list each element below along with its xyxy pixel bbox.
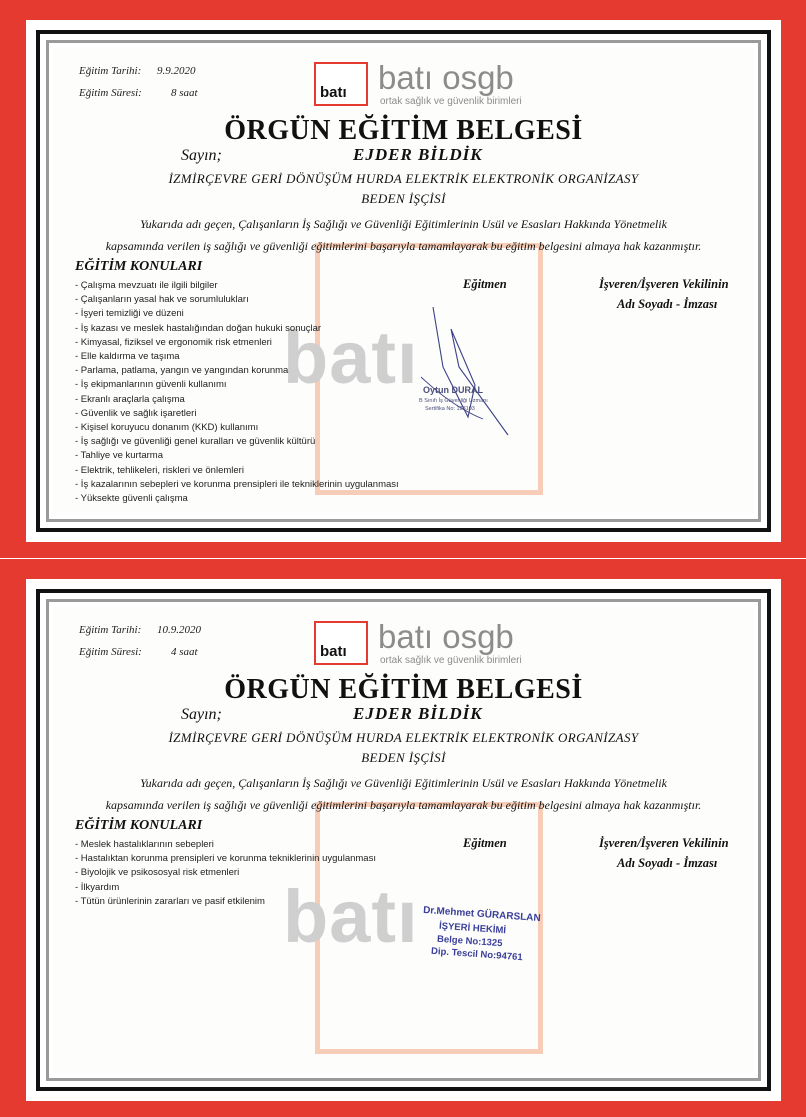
- signature-name: Oytun DURAL: [423, 385, 483, 395]
- training-date: Eğitim Tarihi: 9.9.2020: [79, 65, 196, 77]
- training-date: Eğitim Tarihi: 10.9.2020: [79, 624, 201, 636]
- topics-list: [75, 838, 376, 909]
- topic-item: - Güvenlik ve sağlık işaretleri: [75, 407, 197, 419]
- topic-item: - Tahliye ve kurtarma: [75, 450, 163, 462]
- topic-item: - Ekranlı araçlarla çalışma: [75, 393, 185, 405]
- stamp-title: İŞYERİ HEKİMİ: [438, 920, 507, 937]
- logo-mark: batı: [314, 621, 368, 665]
- logo-mark: batı: [314, 62, 368, 106]
- certificate-body: [53, 47, 754, 515]
- certificate-text-line-1: Yukarıda adı geçen, Çalışanların İş Sağlığı ve Güvenliği Eğitimlerinin Usül ve Esasları Hakkında Yönetmelik: [140, 776, 667, 790]
- topic-item: - Yüksekte güvenli çalışma: [75, 493, 188, 505]
- certificate-frame: [26, 579, 781, 1101]
- topic-item: - İşyeri temizliği ve düzeni: [75, 308, 184, 320]
- topic-item: - Elle kaldırma ve taşıma: [75, 351, 180, 363]
- topic-item: - Tütün ürünlerinin zararları ve pasif etkilenim: [75, 895, 265, 907]
- stamp-name: Dr.Mehmet GÜRARSLAN: [422, 904, 542, 925]
- certificate-1: [0, 0, 806, 558]
- topic-item: - Elektrik, tehlikeleri, riskleri ve önlemleri: [75, 464, 244, 476]
- logo-name: batı osgb: [378, 618, 514, 655]
- topic-item: - İş sağlığı ve güvenliği genel kuralları ve güvenlik kültürü: [75, 436, 316, 448]
- topic-item: - Meslek hastalıklarının sebepleri: [75, 839, 214, 850]
- stamp-document-no: Belge No:1325: [436, 933, 503, 950]
- topic-item: - Kişisel koruyucu donanım (KKD) kullanımı: [75, 422, 259, 434]
- certificate-frame: [26, 20, 781, 542]
- trainer-label: Eğitmen: [463, 836, 507, 850]
- certificate-title: ÖRGÜN EĞİTİM BELGESİ: [224, 674, 583, 705]
- certificate-text-line-2: kapsamında verilen iş sağlığı ve güvenliği eğitimlerini başarıyla tamamlayarak bu eğitim belgesini almaya hak kazanmıştır.: [105, 798, 702, 812]
- certificate-text-line-2: kapsamında verilen iş sağlığı ve güvenliği eğitimlerini başarıyla tamamlayarak bu eğitim belgesini almaya hak kazanmıştır.: [105, 239, 702, 253]
- watermark-logo: batı: [283, 316, 419, 399]
- recipient-name: EJDER BİLDİK: [353, 145, 483, 164]
- topic-item: - İş ekipmanlarının güvenli kullanımı: [75, 379, 227, 391]
- certificate-2: [0, 559, 806, 1117]
- topic-item: - İş kazalarının sebepleri ve korunma prensipleri ile tekniklerinin uygulanması: [75, 478, 399, 490]
- salutation: Sayın;: [181, 706, 222, 723]
- certificate-title: ÖRGÜN EĞİTİM BELGESİ: [224, 115, 583, 146]
- signature-certificate-no: Sertifika No: 128103: [425, 406, 475, 412]
- job-position: BEDEN İŞÇİSİ: [361, 750, 446, 765]
- employer-label: İşveren/İşveren Vekilinin: [599, 277, 729, 291]
- trainer-stamp: [415, 904, 550, 979]
- company-name: İZMİRÇEVRE GERİ DÖNÜŞÜM HURDA ELEKTRİK ELEKTRONİK ORGANİZASY: [168, 730, 639, 745]
- signature-title: B Sınıfı İş Güvenliği Uzmanı: [419, 398, 488, 404]
- topic-item: - Çalışanların yasal hak ve sorumlulukları: [75, 294, 249, 306]
- logo-tagline: ortak sağlık ve güvenlik birimleri: [380, 655, 522, 666]
- training-duration: Eğitim Süresi: 4 saat: [79, 646, 198, 658]
- topics-heading: EĞİTİM KONULARI: [75, 259, 203, 274]
- logo-name: batı osgb: [378, 59, 514, 96]
- topic-item: - Parlama, patlama, yangın ve yangından korunma: [75, 365, 289, 377]
- topics-heading: EĞİTİM KONULARI: [75, 818, 203, 833]
- job-position: BEDEN İŞÇİSİ: [361, 191, 446, 206]
- training-duration: Eğitim Süresi: 8 saat: [79, 87, 198, 99]
- topic-item: - Kimyasal, fiziksel ve ergonomik risk etmenleri: [75, 336, 272, 348]
- salutation: Sayın;: [181, 147, 222, 164]
- certificate-body: [53, 606, 754, 1074]
- employer-label: İşveren/İşveren Vekilinin: [599, 836, 729, 850]
- topic-item: - Biyolojik ve psikososyal risk etmenleri: [75, 867, 240, 879]
- watermark-logo: batı: [283, 875, 419, 958]
- topic-item: - İş kazası ve meslek hastalığından doğan hukuki sonuçlar: [75, 322, 322, 334]
- logo-tagline: ortak sağlık ve güvenlik birimleri: [380, 96, 522, 107]
- topics-list: [75, 279, 399, 506]
- company-name: İZMİRÇEVRE GERİ DÖNÜŞÜM HURDA ELEKTRİK ELEKTRONİK ORGANİZASY: [168, 171, 639, 186]
- stamp-diploma-no: Dip. Tescil No:94761: [430, 945, 523, 964]
- recipient-name: EJDER BİLDİK: [353, 704, 483, 723]
- trainer-label: Eğitmen: [463, 277, 507, 291]
- employer-signature-label: Adı Soyadı - İmzası: [617, 297, 718, 311]
- signature-scribble: [413, 307, 523, 437]
- certificate-text-line-1: Yukarıda adı geçen, Çalışanların İş Sağlığı ve Güvenliği Eğitimlerinin Usül ve Esasları Hakkında Yönetmelik: [140, 217, 667, 231]
- topic-item: - Hastalıktan korunma prensipleri ve korunma tekniklerinin uygulanması: [75, 853, 376, 865]
- topic-item: - Çalışma mevzuatı ile ilgili bilgiler: [75, 280, 218, 291]
- topic-item: - İlkyardım: [75, 881, 120, 893]
- trainer-signature: [413, 307, 523, 437]
- employer-signature-label: Adı Soyadı - İmzası: [617, 856, 718, 870]
